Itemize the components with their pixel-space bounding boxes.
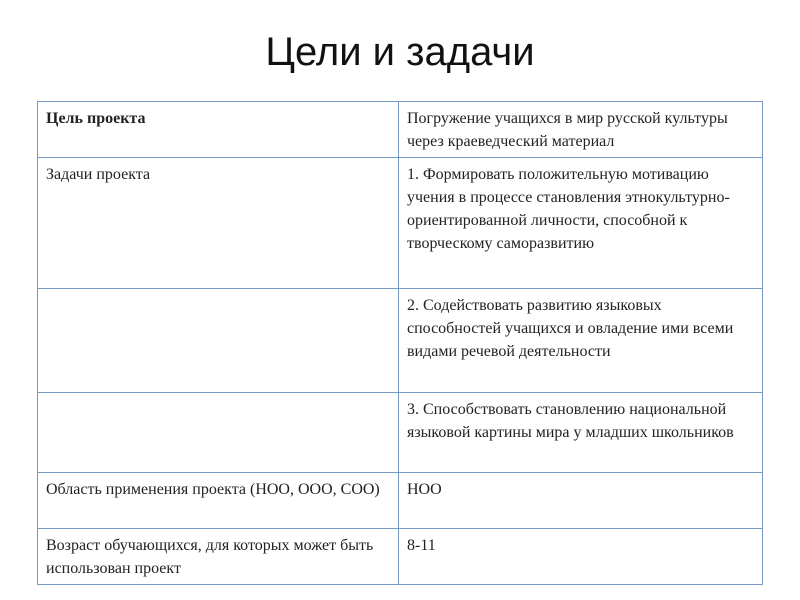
row-value: 2. Содействовать развитию языковых способностей учащихся и овладение ими всеми видами речевой деятельности (399, 289, 763, 393)
row-value: 8-11 (399, 529, 763, 585)
row-value: 1. Формировать положительную мотивацию учения в процессе становления этнокультурно-ориентированной личности, способной к творческому саморазвитию (399, 158, 763, 289)
goals-table (37, 101, 763, 585)
row-label: Задачи проекта (38, 158, 399, 289)
row-label (38, 393, 399, 473)
table-row-project-goal (38, 102, 763, 158)
row-label: Область применения проекта (НОО, ООО, СОО) (38, 473, 399, 529)
row-label (38, 289, 399, 393)
table-row-application-area (38, 473, 763, 529)
table-row-project-tasks (38, 158, 763, 289)
table-row-task-2 (38, 289, 763, 393)
table-row-task-3 (38, 393, 763, 473)
slide-title: Цели и задачи (265, 30, 535, 74)
row-value: НОО (399, 473, 763, 529)
table-row-student-age (38, 529, 763, 585)
row-label: Возраст обучающихся, для которых может быть использован проект (38, 529, 399, 585)
row-label: Цель проекта (38, 102, 399, 158)
row-value: 3. Способствовать становлению национальной языковой картины мира у младших школьников (399, 393, 763, 473)
row-value: Погружение учащихся в мир русской культуры через краеведческий материал (399, 102, 763, 158)
